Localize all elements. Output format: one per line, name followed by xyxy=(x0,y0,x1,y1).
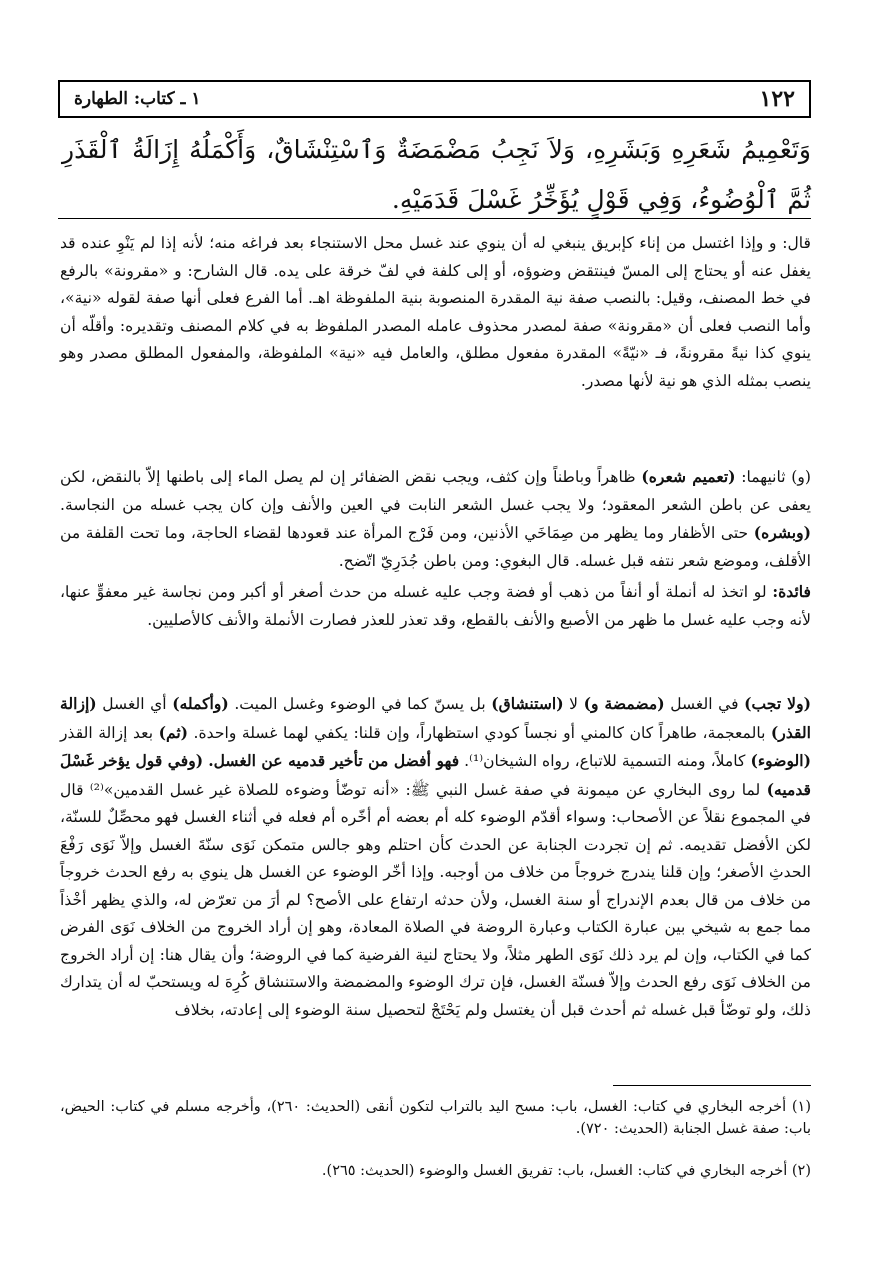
p4-bold-c: (مضمضة و) xyxy=(583,694,665,713)
sharh-p1-text: قال: و وإذا اغتسل من إناء كإبريق ينبغي له أن ينوي عند غسل محل الاستنجاء بعد فراغه منه؛ لأنه إذا لم يَنْوِ عنده قد يغفل عنه أو يحتاج إلى المسّ فينتقض وضوؤه، أو إلى كلفة في لفّ خرقة على يده. قال الشارح: و «مقرونة» بالرفع في خط المصنف، وقيل: بالنصب صفة نية المقدرة المنصوبة بنية الملفوظة اهـ. أما الفرع فعلى أنها صفة لقوله «نية»، وأما النصب فعلى أن «مقرونة» صفة لمصدر محذوف عامله المصدر الملفوظ به في كلام المصنف وتقديره: وأقلّه أن ينوي كذا نيةً مقرونةً، فـ «نيّةً» المقدرة مفعول مطلق، والعامل فيه «نية» الملفوظة، والمفعول المطلق مصدر وهو ينصب بمثله الذي هو نية لأنها مصدر. xyxy=(60,234,811,390)
sharh-paragraph-3 xyxy=(60,578,811,634)
sharh-paragraph-1 xyxy=(60,230,811,395)
p2-text-1: ظاهراً وباطناً وإن كثف، ويجب نقض الضفائر إن لم يصل الماء إلى باطنها إلاّ بالنقض، لكن يعفى عن باطن الشعر المعقود؛ ولا يجب غسل الشعر النابت في العين والأنف وإن كان يجب غسله من النجاسة. xyxy=(60,468,811,514)
p4-bold-q: (وفي قول يؤخر غَسْلَ قدميه) xyxy=(60,751,812,799)
p4-text-b: في الغسل xyxy=(664,695,745,713)
p4-text-l: بعد إزالة القذر xyxy=(60,723,159,742)
footnote-2: (٢) أخرجه البخاري في كتاب: الغسل، باب: تفريق الغسل والوضوء (الحديث: ٢٦٥). xyxy=(321,1163,811,1179)
running-header xyxy=(58,80,811,118)
chapter-title: ١ ـ كتاب: الطهارة xyxy=(74,89,201,109)
p4-text-r: لما روى البخاري عن ميمونة في صفة غسل النبي ﷺ: «أنه توضّأ وضوءه للصلاة غير غسل القدمين»⁽²⁾ قال في المجموع نقلاً عن الأصحاب: وسواء أقدّم الوضوء كله أم بعضه أم أخّره أم فعله في أثناء الغسل فهو محصِّلٌ للسنّة، لكن الأفضل تقديمه. ثم إن تجردت الجنابة عن الحدث كأن احتلم وهو جالس متمكن نَوَى سنّةَ الغسل وإلاّ نَوَى رَفْعَ الحدثِ الأصغر؛ وإن قلنا يندرج خروجاً من خلاف من أوجبه. وإذا أخّر الوضوء عن الغسل هل ينوي به رفع الحدث خروجاً من خلاف من قال بعدم الإندراج أو سنة الغسل، ولأن حدثه ارتفاع على الأصح؟ لم أرَ من تعرّض له، والذي يظهر أخْذاً مما جمع به شيخي بين عبارة الكتاب وعبارة الروضة في الصلاة المعادة، وهو إن أراد الخروج من الخلاف نَوَى الفرض كما في الكتاب، وإن لم يرد ذلك نَوَى الطهر مثلاً، ولا يحتاج لنية الفرضية كما في الروضة؛ وأن يقال هنا: إن أراد الخروج من الخلاف نَوَى رفع الحدث وإلاّ فسنّة الغسل، فإن ترك الوضوء والمضمضة والاستنشاق كُرِهَ له ويستحبّ له أن يتدارك ذلك، ولو توضّأ قبل غسله ثم أحدث قبل أن يغتسل ولم يَحْتَجْ لتحصيل سنة الوضوء إلى إعادته، بخلاف xyxy=(60,780,811,1019)
p4-bold-e: (استنشاق) xyxy=(491,694,564,713)
sharh-paragraph-4 xyxy=(60,690,811,1024)
p4-bold-a: (ولا تجب) xyxy=(744,694,811,713)
p4-bold-g: (وأكمله) xyxy=(172,694,229,713)
p2-bold-1: (تعميم شعره) xyxy=(641,467,736,486)
p2-lead: (و) ثانيهما: xyxy=(735,468,811,486)
matn-text: وَتَعْمِيمُ شَعَرِهِ وَبَشَرِهِ، وَلاَ نَجِبُ مَضْمَضَةٌ وَٱسْتِنْشَاقٌ، وَأَكْمَلُهُ إِزَالَةُ ٱلْقَذَرِ ثُمَّ ٱلْوُضُوءُ، وَفِي قَوْلٍ يُؤَخِّرُ غَسْلَ قَدَمَيْهِ. xyxy=(62,135,811,214)
page-number: ١٢٢ xyxy=(759,86,795,112)
footnote-1: (١) أخرجه البخاري في كتاب: الغسل، باب: مسح اليد بالتراب لتكون أنقى (الحديث: ٢٦٠)، وأخرجه مسلم في كتاب: الحيض، باب: صفة غسل الجنابة (الحديث: ٧٢٠). xyxy=(60,1099,811,1137)
p4-text-f: بل يسنّ كما في الوضوء وغسل الميت. xyxy=(228,695,492,713)
p4-text-j: بالمعجمة، طاهراً كان كالمني أو نجساً كودي استظهاراً، وإن قلنا: يكفي لهما غسلة واحدة. xyxy=(188,723,771,742)
p2-text-2: حتى الأظفار وما يظهر من صِمَاخَي الأذنين، ومن فَرْج المرأة عند قعودها لقضاء الحاجة، وما تحت القلفة من الأقلف، وموضع شعر نتفه قبل غسله. قال البغوي: ومن باطن جُدَرِيّ اتّضح. xyxy=(60,524,811,570)
footnote-divider xyxy=(613,1085,811,1086)
p4-bold-i: (إزالة القذر) xyxy=(60,694,811,742)
sharh-paragraph-2 xyxy=(60,463,811,575)
p4-bold-k: (ثم) xyxy=(158,722,189,742)
p4-bold-o: فهو أفضل من تأخير قدميه عن الغسل. xyxy=(208,751,460,770)
p4-text-h: أي الغسل xyxy=(96,695,173,713)
p4-bold-m: (الوضوء) xyxy=(750,751,811,770)
p3-text: لو اتخذ له أنملة أو أنفاً من ذهب أو فضة وجب عليه غسله من حدث أصغر أو أكبر ومن نجاسة غير معفوٍّ عنها، لأنه وجب عليه غسل ما ظهر من الأصبع والأنف بالقطع، وقد تعذر للعذر فصارت الأنملة والأنف كالأصليين. xyxy=(60,583,811,629)
p4-text-n: كاملاً، ومنه التسمية للاتباع، رواه الشيخان⁽¹⁾. xyxy=(459,752,751,770)
p2-bold-2: (وبشره) xyxy=(753,523,811,542)
p3-label: فائدة: xyxy=(772,582,811,601)
matn-divider xyxy=(58,218,811,219)
p4-text-d: لا xyxy=(563,695,584,713)
